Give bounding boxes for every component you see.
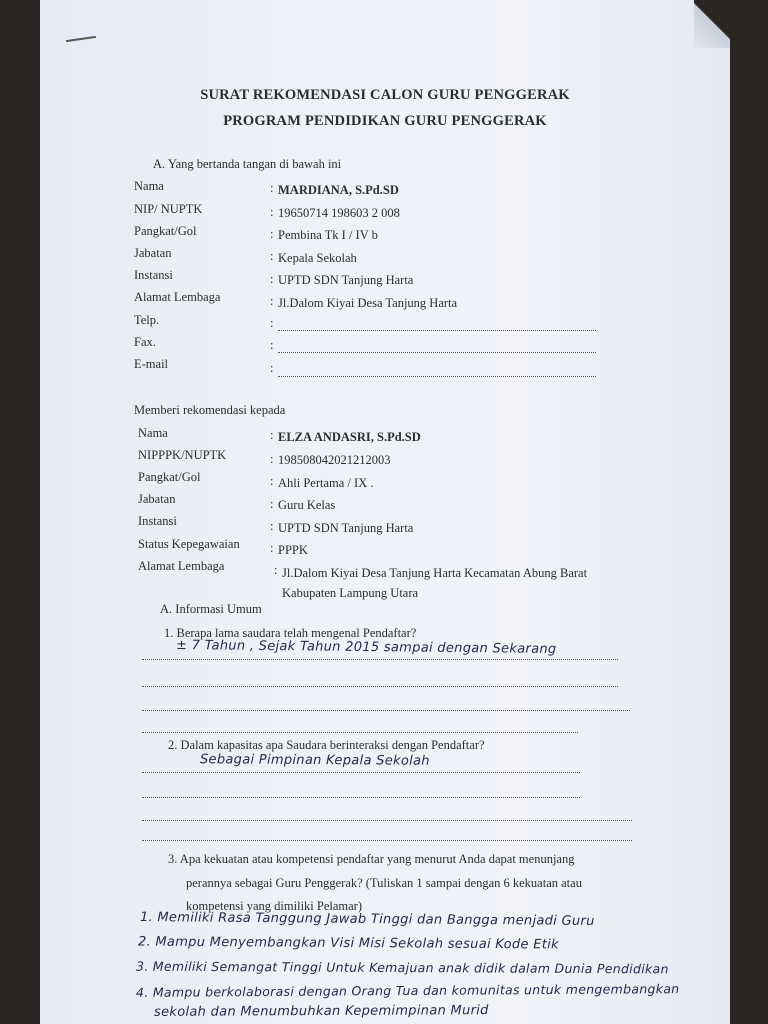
question-3-line2: perannya sebagai Guru Penggerak? (Tuliskan 1 sampai dengan 6 kekuatan atau [186,876,582,890]
signer-fax-label: Fax. [134,335,156,349]
info-heading: A. Informasi Umum [160,602,262,616]
answer-1-handwriting: ± 7 Tahun , Sejak Tahun 2015 sampai dengan Sekarang [175,638,557,657]
signer-address-value: Jl.Dalom Kiyai Desa Tanjung Harta [278,296,458,310]
recipient-heading: Memberi rekomendasi kepada [134,403,286,417]
recipient-status-label: Status Kepegawaian [138,537,240,551]
colon: : [270,181,274,195]
recipient-name-value: ELZA ANDASRI, S.Pd.SD [278,430,421,444]
answer-3-item-1: 1. Memiliki Rasa Tanggung Jawab Tinggi dan Bangga menjadi Guru [139,910,595,929]
colon: : [270,428,274,442]
recipient-address-label: Alamat Lembaga [138,559,225,573]
answer-line [142,710,630,711]
signer-email-label: E-mail [134,357,169,371]
recipient-institution-label: Instansi [138,514,177,528]
colon: : [270,338,274,352]
colon: : [274,563,278,577]
answer-2-handwriting: Sebagai Pimpinan Kepala Sekolah [199,752,430,769]
recipient-rank-label: Pangkat/Gol [138,470,201,484]
answer-line [142,772,580,773]
answer-3-item-3: 3. Memiliki Semangat Tinggi Untuk Kemajuan anak didik dalam Dunia Pendidikan [135,958,669,977]
colon: : [270,361,274,375]
question-2: 2. Dalam kapasitas apa Saudara berinteraksi dengan Pendaftar? [168,738,485,752]
signer-nip-label: NIP/ NUPTK [134,202,203,216]
recipient-address-value: Jl.Dalom Kiyai Desa Tanjung Harta Kecamatan Abung Barat [282,566,588,580]
signer-nip-value: 19650714 198603 2 008 [278,206,400,220]
answer-line [142,820,632,821]
answer-line [142,659,618,660]
recipient-institution-value: UPTD SDN Tanjung Harta [278,521,414,535]
colon: : [270,474,274,488]
question-3-line1: 3. Apa kekuatan atau kompetensi pendaftar yang menurut Anda dapat menunjang [168,852,575,866]
question-1: 1. Berapa lama saudara telah mengenal Pendaftar? [164,626,417,640]
answer-line [142,840,632,841]
document-subtitle: PROGRAM PENDIDIKAN GURU PENGGERAK [223,113,547,129]
recipient-nip-value: 198508042021212003 [278,453,391,467]
colon: : [270,316,274,330]
recipient-name-label: Nama [138,426,168,440]
signer-phone-label: Telp. [134,313,160,327]
colon: : [270,294,274,308]
signer-institution-value: UPTD SDN Tanjung Harta [278,273,414,287]
colon: : [270,227,274,241]
colon: : [270,519,274,533]
email-blank-line [278,376,596,377]
recipient-nip-label: NIPPPK/NUPTK [138,448,227,462]
section-a-heading: A. Yang bertanda tangan di bawah ini [153,157,342,171]
folded-corner [694,0,730,48]
colon: : [270,452,274,466]
signer-name-label: Nama [134,179,164,193]
fax-blank-line [278,352,596,353]
phone-blank-line [278,330,596,331]
signer-institution-label: Instansi [134,268,173,282]
colon: : [270,272,274,286]
answer-line [142,686,618,687]
colon: : [270,541,274,555]
answer-line [142,797,580,798]
signer-address-label: Alamat Lembaga [134,290,221,304]
answer-3-item-2: 2. Mampu Menyembangkan Visi Misi Sekolah sesuai Kode Etik [137,934,559,953]
recipient-rank-value: Ahli Pertama / IX . [278,476,374,490]
question-3-line3: kompetensi yang dimiliki Pelamar) [186,899,363,913]
recipient-address-line2: Kabupaten Lampung Utara [282,586,419,600]
signer-position-value: Kepala Sekolah [278,251,357,265]
signer-name-value: MARDIANA, S.Pd.SD [278,183,399,197]
recipient-position-label: Jabatan [138,492,176,506]
colon: : [270,497,274,511]
document-title: SURAT REKOMENDASI CALON GURU PENGGERAK [200,87,570,103]
recipient-status-value: PPPK [278,543,308,557]
answer-3-item-4: 4. Mampu berkolaborasi dengan Orang Tua dan komunitas untuk mengembangkan [135,981,680,1000]
colon: : [270,249,274,263]
document-page [40,0,730,1024]
answer-line [142,732,578,733]
signer-rank-label: Pangkat/Gol [134,224,197,238]
recipient-position-value: Guru Kelas [278,498,336,512]
answer-3-item-4-cont: sekolah dan Menumbuhkan Kepemimpinan Murid [153,1003,489,1020]
signer-position-label: Jabatan [134,246,172,260]
pencil-mark [66,36,96,42]
colon: : [270,205,274,219]
signer-rank-value: Pembina Tk I / IV b [278,228,378,242]
